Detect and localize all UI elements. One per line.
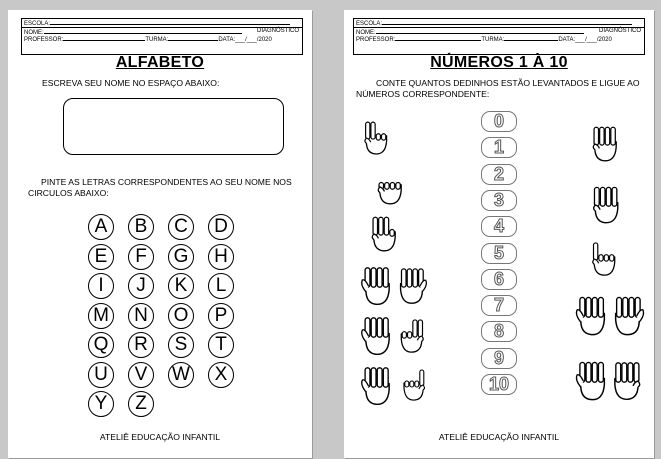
hand-icon[interactable] bbox=[610, 295, 646, 337]
date-label: DATA: bbox=[558, 37, 576, 43]
letter-circle-k[interactable]: K bbox=[168, 273, 194, 299]
letter-circle-h[interactable]: H bbox=[208, 244, 234, 270]
hand-icon[interactable] bbox=[400, 365, 428, 405]
numbers-worksheet-page bbox=[344, 10, 654, 458]
student-header-box bbox=[21, 18, 303, 55]
school-label: ESCOLA: bbox=[24, 21, 51, 27]
name-label: NOME: bbox=[24, 30, 44, 36]
number-box-4[interactable]: 4 bbox=[481, 216, 517, 237]
hand-icon[interactable] bbox=[589, 125, 621, 163]
letter-circle-s[interactable]: S bbox=[168, 332, 194, 358]
hand-icon[interactable] bbox=[589, 240, 619, 278]
hand-icon[interactable] bbox=[396, 265, 428, 307]
letter-circle-v[interactable]: V bbox=[128, 362, 154, 388]
date-label: DATA: bbox=[218, 37, 236, 43]
diagnostic-label: DIAGNÓSTICO bbox=[256, 28, 299, 34]
page-title: NÚMEROS 1 À 10 bbox=[430, 54, 568, 71]
teacher-label: PROFESSOR: bbox=[24, 37, 64, 43]
letter-circle-t[interactable]: T bbox=[208, 332, 234, 358]
letter-circle-u[interactable]: U bbox=[88, 362, 114, 388]
letter-circle-z[interactable]: Z bbox=[128, 391, 154, 417]
letter-circle-a[interactable]: A bbox=[88, 214, 114, 240]
letter-circle-r[interactable]: R bbox=[128, 332, 154, 358]
hand-icon[interactable] bbox=[574, 360, 610, 402]
number-box-0[interactable]: 0 bbox=[481, 111, 517, 132]
page-title: ALFABETO bbox=[115, 54, 205, 71]
hand-icon[interactable] bbox=[361, 120, 391, 156]
name-label: NOME: bbox=[356, 30, 376, 36]
alphabet-worksheet-page bbox=[8, 10, 312, 458]
name-line bbox=[22, 28, 302, 35]
letter-circle-m[interactable]: M bbox=[88, 303, 114, 329]
hand-icon[interactable] bbox=[360, 265, 394, 307]
class-label: TURMA: bbox=[481, 37, 505, 43]
hand-icon[interactable] bbox=[397, 315, 427, 357]
diagnostic-label: DIAGNÓSTICO bbox=[598, 28, 641, 34]
class-label: TURMA: bbox=[145, 37, 169, 43]
hand-icon[interactable] bbox=[374, 168, 406, 206]
name-writing-box[interactable] bbox=[63, 98, 284, 155]
letter-circle-n[interactable]: N bbox=[128, 303, 154, 329]
letter-circle-x[interactable]: X bbox=[208, 362, 234, 388]
hand-icon[interactable] bbox=[610, 360, 644, 402]
number-box-3[interactable]: 3 bbox=[481, 190, 517, 211]
letters-instruction: PINTE AS LETRAS CORRESPONDENTES AO SEU NOME NOS CIRCULOS ABAIXO: bbox=[28, 177, 292, 198]
teacher-label: PROFESSOR: bbox=[356, 37, 396, 43]
letter-circle-o[interactable]: O bbox=[168, 303, 194, 329]
hand-icon[interactable] bbox=[368, 215, 400, 253]
letter-circle-g[interactable]: G bbox=[168, 244, 194, 270]
number-box-8[interactable]: 8 bbox=[481, 321, 517, 342]
hand-icon[interactable] bbox=[360, 365, 394, 407]
alphabet-grid bbox=[88, 214, 252, 414]
name-instruction: ESCREVA SEU NOME NO ESPAÇO ABAIXO: bbox=[42, 78, 220, 88]
teacher-line bbox=[22, 35, 302, 42]
teacher-line bbox=[354, 35, 644, 42]
letter-circle-l[interactable]: L bbox=[208, 273, 234, 299]
school-line bbox=[354, 19, 644, 28]
number-box-7[interactable]: 7 bbox=[481, 295, 517, 316]
school-line bbox=[22, 19, 302, 28]
student-header-box bbox=[353, 18, 645, 55]
date-value: ___/___/2020 bbox=[235, 37, 272, 43]
letter-circle-p[interactable]: P bbox=[208, 303, 234, 329]
letter-circle-e[interactable]: E bbox=[88, 244, 114, 270]
number-box-9[interactable]: 9 bbox=[481, 348, 517, 369]
number-box-2[interactable]: 2 bbox=[481, 164, 517, 185]
letter-circle-b[interactable]: B bbox=[128, 214, 154, 240]
footer-credit: ATELIÊ EDUCAÇÃO INFANTIL bbox=[438, 432, 560, 442]
footer-credit: ATELIÊ EDUCAÇÃO INFANTIL bbox=[99, 432, 221, 442]
letter-circle-d[interactable]: D bbox=[208, 214, 234, 240]
date-value: ___/___/2020 bbox=[575, 37, 612, 43]
hand-icon[interactable] bbox=[589, 185, 623, 225]
number-box-6[interactable]: 6 bbox=[481, 269, 517, 290]
number-box-1[interactable]: 1 bbox=[481, 137, 517, 158]
count-instruction: CONTE QUANTOS DEDINHOS ESTÃO LEVANTADOS E LIGUE AO NÚMEROS CORRESPONDENTE: bbox=[356, 78, 640, 99]
hand-icon[interactable] bbox=[574, 295, 610, 337]
number-box-5[interactable]: 5 bbox=[481, 243, 517, 264]
letter-circle-w[interactable]: W bbox=[168, 362, 194, 388]
letter-circle-i[interactable]: I bbox=[88, 273, 114, 299]
letter-circle-q[interactable]: Q bbox=[88, 332, 114, 358]
letter-circle-f[interactable]: F bbox=[128, 244, 154, 270]
name-line bbox=[354, 28, 644, 35]
hand-icon[interactable] bbox=[360, 315, 394, 357]
number-box-10[interactable]: 10 bbox=[481, 374, 517, 395]
letter-circle-c[interactable]: C bbox=[168, 214, 194, 240]
letter-circle-y[interactable]: Y bbox=[88, 391, 114, 417]
letter-circle-j[interactable]: J bbox=[128, 273, 154, 299]
school-label: ESCOLA: bbox=[356, 21, 383, 27]
